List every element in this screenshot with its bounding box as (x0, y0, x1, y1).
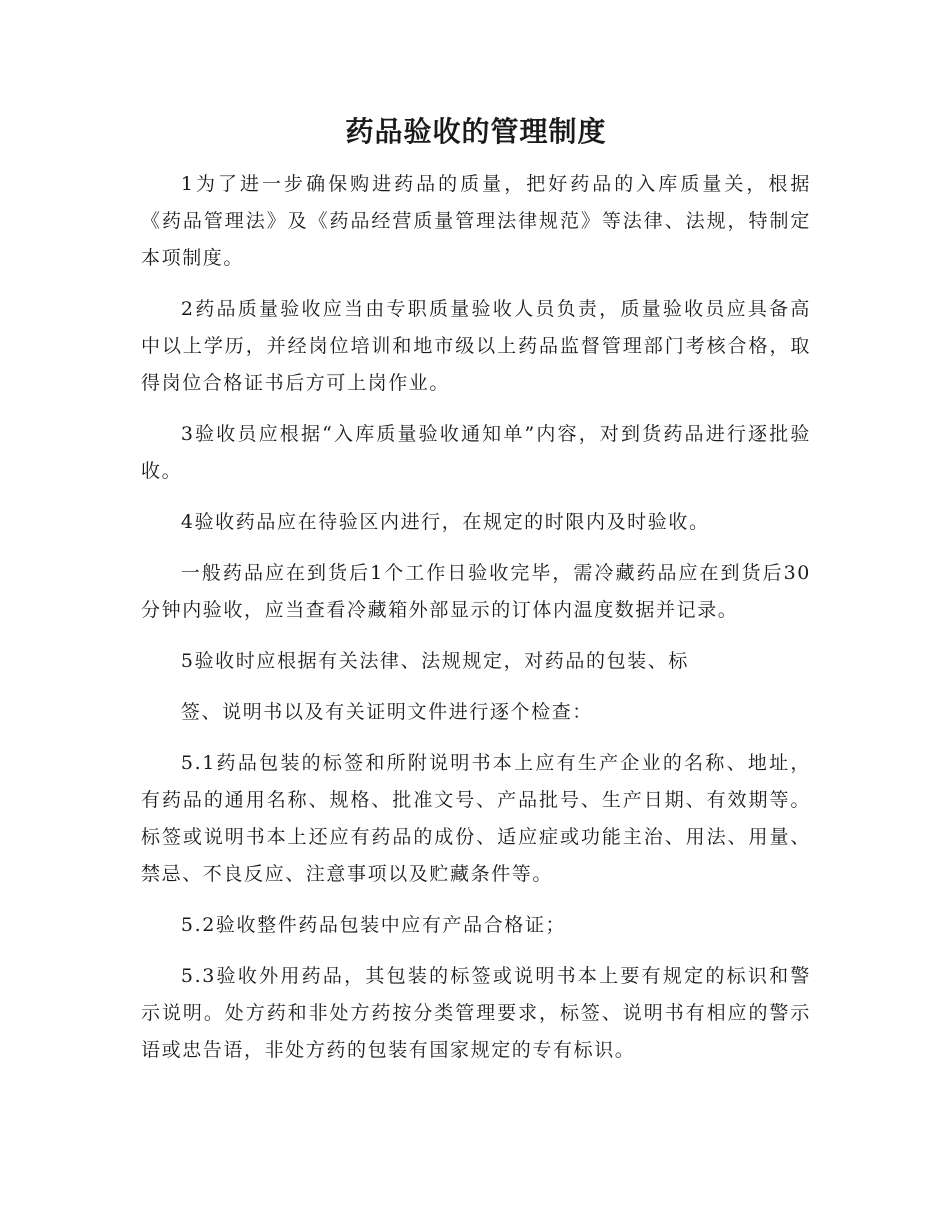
paragraph-3: 3验收员应根据“入库质量验收通知单”内容，对到货药品进行逐批验收。 (141, 423, 811, 482)
paragraph-2: 2药品质量验收应当由专职质量验收人员负责，质量验收员应具备高中以上学历，并经岗位培训和地市级以上药品监督管理部门考核合格，取得岗位合格证书后方可上岗作业。 (141, 298, 811, 394)
paragraph-4-detail: 一般药品应在到货后1个工作日验收完毕，需冷藏药品应在到货后30分钟内验收，应当查看冷藏箱外部显示的订体内温度数据并记录。 (141, 562, 811, 621)
document-body (141, 166, 811, 1083)
document-title: 药品验收的管理制度 (345, 115, 607, 148)
paragraph-5-2: 5.2验收整件药品包装中应有产品合格证； (180, 914, 567, 936)
paragraph-1: 1为了进一步确保购进药品的质量，把好药品的入库质量关，根据《药品管理法》及《药品经营质量管理法律规范》等法律、法规，特制定本项制度。 (141, 173, 811, 269)
paragraph-5-3: 5.3验收外用药品，其包装的标签或说明书本上要有规定的标识和警示说明。处方药和非处方药按分类管理要求，标签、说明书有相应的警示语或忠告语，非处方药的包装有国家规定的专有标识。 (141, 965, 811, 1061)
paragraph-5-continued: 签、说明书以及有关证明文件进行逐个检查： (180, 701, 593, 723)
paragraph-5-1: 5.1药品包装的标签和所附说明书本上应有生产企业的名称、地址，有药品的通用名称、规格、批准文号、产品批号、生产日期、有效期等。标签或说明书本上还应有药品的成份、适应症或功能主治、用法、用量、禁忌、不良反应、注意事项以及贮藏条件等。 (141, 752, 811, 885)
paragraph-5: 5验收时应根据有关法律、法规规定，对药品的包装、标 (180, 650, 689, 672)
paragraph-4: 4验收药品应在待验区内进行，在规定的时限内及时验收。 (180, 511, 710, 533)
